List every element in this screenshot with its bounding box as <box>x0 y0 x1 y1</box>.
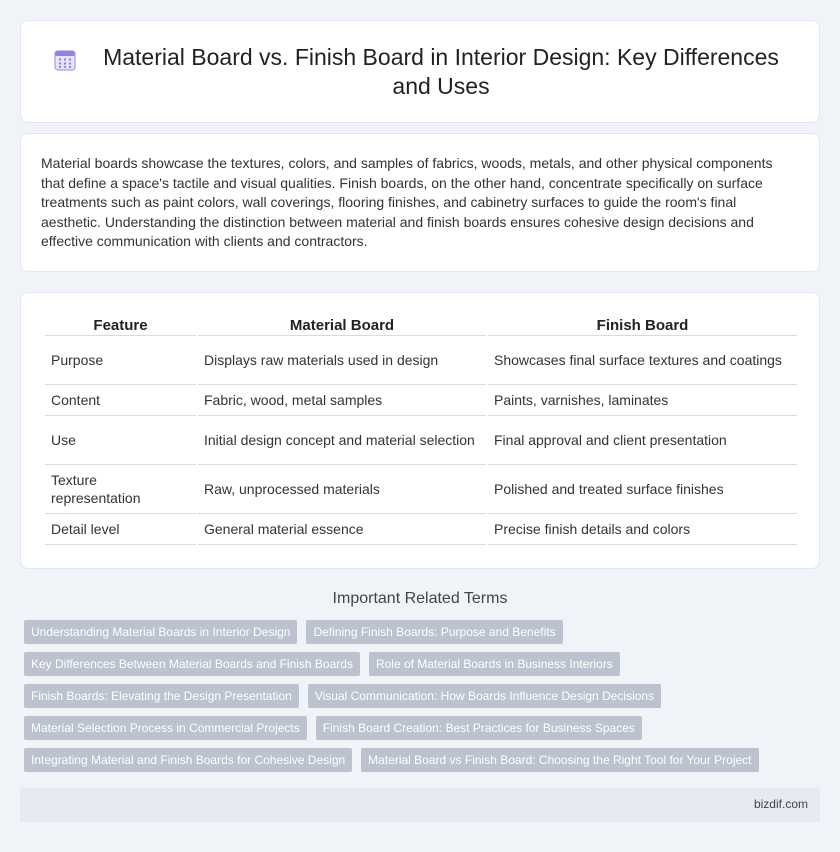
footer <box>20 788 820 822</box>
related-term-tag[interactable]: Defining Finish Boards: Purpose and Benefits <box>306 620 562 644</box>
related-term-tag[interactable]: Finish Board Creation: Best Practices for Business Spaces <box>316 716 642 740</box>
comparison-table-card <box>20 292 820 569</box>
related-term-tag[interactable]: Understanding Material Boards in Interior Design <box>24 620 297 644</box>
intro-card <box>20 133 820 272</box>
related-term-tag[interactable]: Finish Boards: Elevating the Design Presentation <box>24 684 299 708</box>
table-cell: Precise finish details and colors <box>488 514 797 545</box>
intro-paragraph: Material boards showcase the textures, colors, and samples of fabrics, woods, metals, and other physical components that define a space's tactile and visual qualities. Finish boards, on the other hand, concentrate specifically on surface treatments such as paint colors, wall coverings, flooring finishes, and cabinetry surfaces to guide the room's final aesthetic. Understanding the distinction between material and finish boards ensures cohesive design decisions and effective communication with clients and contractors. <box>41 155 773 249</box>
table-cell: Showcases final surface textures and coatings <box>488 336 797 385</box>
table-row <box>45 416 797 465</box>
table-cell: Texture representation <box>45 465 196 514</box>
table-cell: Content <box>45 385 196 416</box>
column-header-feature: Feature <box>45 311 196 336</box>
related-term-tag[interactable]: Key Differences Between Material Boards and Finish Boards <box>24 652 360 676</box>
table-cell: Displays raw materials used in design <box>198 336 486 385</box>
related-term-tag[interactable]: Integrating Material and Finish Boards for Cohesive Design <box>24 748 352 772</box>
table-header-row <box>45 311 797 336</box>
related-term-tag[interactable]: Material Board vs Finish Board: Choosing the Right Tool for Your Project <box>361 748 758 772</box>
related-term-tag[interactable]: Role of Material Boards in Business Interiors <box>369 652 620 676</box>
table-row <box>45 514 797 545</box>
page-title: Material Board vs. Finish Board in Interior Design: Key Differences and Uses <box>103 43 779 99</box>
table-cell: Purpose <box>45 336 196 385</box>
table-row <box>45 336 797 385</box>
comparison-table <box>43 311 799 545</box>
table-cell: Fabric, wood, metal samples <box>198 385 486 416</box>
site-name[interactable]: bizdif.com <box>753 797 808 811</box>
header-card <box>20 20 820 123</box>
table-cell: Use <box>45 416 196 465</box>
column-header-material-board: Material Board <box>198 311 486 336</box>
related-term-tag[interactable]: Material Selection Process in Commercial Projects <box>24 716 307 740</box>
table-cell: Raw, unprocessed materials <box>198 465 486 514</box>
table-cell: General material essence <box>198 514 486 545</box>
related-terms-heading: Important Related Terms <box>332 590 508 607</box>
related-terms-list <box>20 620 820 780</box>
column-header-finish-board: Finish Board <box>488 311 797 336</box>
related-term-tag[interactable]: Visual Communication: How Boards Influence Design Decisions <box>308 684 661 708</box>
table-cell: Polished and treated surface finishes <box>488 465 797 514</box>
table-cell: Final approval and client presentation <box>488 416 797 465</box>
table-row <box>45 465 797 514</box>
table-cell: Initial design concept and material selection <box>198 416 486 465</box>
table-row <box>45 385 797 416</box>
table-cell: Paints, varnishes, laminates <box>488 385 797 416</box>
table-cell: Detail level <box>45 514 196 545</box>
